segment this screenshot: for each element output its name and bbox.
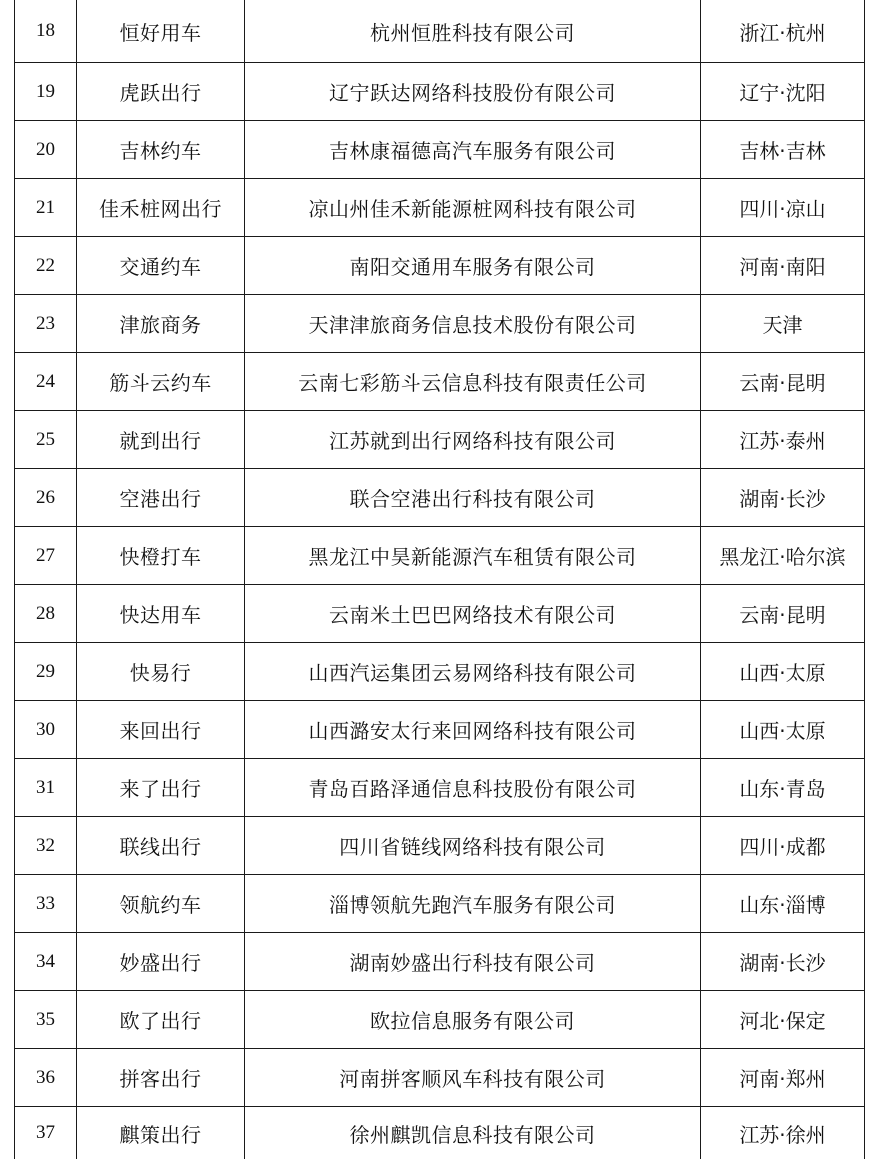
row-number-cell: 30 bbox=[15, 701, 77, 759]
location-cell: 山东·青岛 bbox=[701, 759, 865, 817]
table-row bbox=[15, 63, 865, 121]
table-row bbox=[15, 527, 865, 585]
brand-name-cell: 虎跃出行 bbox=[77, 63, 245, 121]
location-cell: 天津 bbox=[701, 295, 865, 353]
brand-name-cell: 欧了出行 bbox=[77, 991, 245, 1049]
location-cell: 河北·保定 bbox=[701, 991, 865, 1049]
brand-name-cell: 佳禾桩网出行 bbox=[77, 179, 245, 237]
brand-name-cell: 拼客出行 bbox=[77, 1049, 245, 1107]
row-number-cell: 33 bbox=[15, 875, 77, 933]
table-body bbox=[15, 0, 865, 1159]
table-row bbox=[15, 237, 865, 295]
company-name-cell: 南阳交通用车服务有限公司 bbox=[245, 237, 701, 295]
row-number-cell: 18 bbox=[15, 0, 77, 63]
table-row bbox=[15, 0, 865, 63]
company-name-cell: 天津津旅商务信息技术股份有限公司 bbox=[245, 295, 701, 353]
company-name-cell: 山西潞安太行来回网络科技有限公司 bbox=[245, 701, 701, 759]
location-cell: 河南·南阳 bbox=[701, 237, 865, 295]
row-number-cell: 37 bbox=[15, 1107, 77, 1160]
table-row bbox=[15, 411, 865, 469]
brand-name-cell: 快易行 bbox=[77, 643, 245, 701]
brand-name-cell: 筋斗云约车 bbox=[77, 353, 245, 411]
row-number-cell: 31 bbox=[15, 759, 77, 817]
company-name-cell: 江苏就到出行网络科技有限公司 bbox=[245, 411, 701, 469]
brand-name-cell: 来回出行 bbox=[77, 701, 245, 759]
brand-name-cell: 来了出行 bbox=[77, 759, 245, 817]
location-cell: 四川·凉山 bbox=[701, 179, 865, 237]
row-number-cell: 36 bbox=[15, 1049, 77, 1107]
company-name-cell: 云南七彩筋斗云信息科技有限责任公司 bbox=[245, 353, 701, 411]
row-number-cell: 28 bbox=[15, 585, 77, 643]
table-row bbox=[15, 701, 865, 759]
table-row bbox=[15, 643, 865, 701]
row-number-cell: 21 bbox=[15, 179, 77, 237]
row-number-cell: 25 bbox=[15, 411, 77, 469]
location-cell: 江苏·徐州 bbox=[701, 1107, 865, 1160]
location-cell: 吉林·吉林 bbox=[701, 121, 865, 179]
row-number-cell: 20 bbox=[15, 121, 77, 179]
brand-name-cell: 快达用车 bbox=[77, 585, 245, 643]
row-number-cell: 35 bbox=[15, 991, 77, 1049]
row-number-cell: 19 bbox=[15, 63, 77, 121]
company-name-cell: 山西汽运集团云易网络科技有限公司 bbox=[245, 643, 701, 701]
brand-name-cell: 妙盛出行 bbox=[77, 933, 245, 991]
brand-name-cell: 空港出行 bbox=[77, 469, 245, 527]
location-cell: 四川·成都 bbox=[701, 817, 865, 875]
table-row bbox=[15, 295, 865, 353]
table-row bbox=[15, 759, 865, 817]
location-cell: 辽宁·沈阳 bbox=[701, 63, 865, 121]
document-page bbox=[14, 0, 864, 1159]
row-number-cell: 27 bbox=[15, 527, 77, 585]
company-name-cell: 湖南妙盛出行科技有限公司 bbox=[245, 933, 701, 991]
table-row bbox=[15, 875, 865, 933]
company-table bbox=[14, 0, 865, 1159]
table-row bbox=[15, 179, 865, 237]
brand-name-cell: 就到出行 bbox=[77, 411, 245, 469]
table-row bbox=[15, 1049, 865, 1107]
location-cell: 山西·太原 bbox=[701, 643, 865, 701]
row-number-cell: 23 bbox=[15, 295, 77, 353]
location-cell: 河南·郑州 bbox=[701, 1049, 865, 1107]
location-cell: 湖南·长沙 bbox=[701, 469, 865, 527]
table-row bbox=[15, 991, 865, 1049]
row-number-cell: 26 bbox=[15, 469, 77, 527]
company-name-cell: 黑龙江中昊新能源汽车租赁有限公司 bbox=[245, 527, 701, 585]
location-cell: 云南·昆明 bbox=[701, 353, 865, 411]
table-row bbox=[15, 469, 865, 527]
company-name-cell: 徐州麒凯信息科技有限公司 bbox=[245, 1107, 701, 1160]
location-cell: 湖南·长沙 bbox=[701, 933, 865, 991]
row-number-cell: 32 bbox=[15, 817, 77, 875]
company-name-cell: 云南米土巴巴网络技术有限公司 bbox=[245, 585, 701, 643]
company-name-cell: 淄博领航先跑汽车服务有限公司 bbox=[245, 875, 701, 933]
location-cell: 山西·太原 bbox=[701, 701, 865, 759]
company-name-cell: 河南拼客顺风车科技有限公司 bbox=[245, 1049, 701, 1107]
table-row bbox=[15, 933, 865, 991]
brand-name-cell: 联线出行 bbox=[77, 817, 245, 875]
row-number-cell: 22 bbox=[15, 237, 77, 295]
location-cell: 黑龙江·哈尔滨 bbox=[701, 527, 865, 585]
company-name-cell: 凉山州佳禾新能源桩网科技有限公司 bbox=[245, 179, 701, 237]
table-row bbox=[15, 121, 865, 179]
location-cell: 山东·淄博 bbox=[701, 875, 865, 933]
location-cell: 浙江·杭州 bbox=[701, 0, 865, 63]
row-number-cell: 29 bbox=[15, 643, 77, 701]
location-cell: 江苏·泰州 bbox=[701, 411, 865, 469]
table-row bbox=[15, 1107, 865, 1160]
brand-name-cell: 领航约车 bbox=[77, 875, 245, 933]
row-number-cell: 24 bbox=[15, 353, 77, 411]
company-name-cell: 欧拉信息服务有限公司 bbox=[245, 991, 701, 1049]
brand-name-cell: 恒好用车 bbox=[77, 0, 245, 63]
table-row bbox=[15, 585, 865, 643]
row-number-cell: 34 bbox=[15, 933, 77, 991]
company-name-cell: 吉林康福德高汽车服务有限公司 bbox=[245, 121, 701, 179]
brand-name-cell: 交通约车 bbox=[77, 237, 245, 295]
company-name-cell: 联合空港出行科技有限公司 bbox=[245, 469, 701, 527]
brand-name-cell: 麒策出行 bbox=[77, 1107, 245, 1160]
brand-name-cell: 快橙打车 bbox=[77, 527, 245, 585]
location-cell: 云南·昆明 bbox=[701, 585, 865, 643]
company-name-cell: 青岛百路泽通信息科技股份有限公司 bbox=[245, 759, 701, 817]
brand-name-cell: 津旅商务 bbox=[77, 295, 245, 353]
company-name-cell: 辽宁跃达网络科技股份有限公司 bbox=[245, 63, 701, 121]
company-name-cell: 四川省链线网络科技有限公司 bbox=[245, 817, 701, 875]
company-name-cell: 杭州恒胜科技有限公司 bbox=[245, 0, 701, 63]
table-row bbox=[15, 353, 865, 411]
table-row bbox=[15, 817, 865, 875]
brand-name-cell: 吉林约车 bbox=[77, 121, 245, 179]
